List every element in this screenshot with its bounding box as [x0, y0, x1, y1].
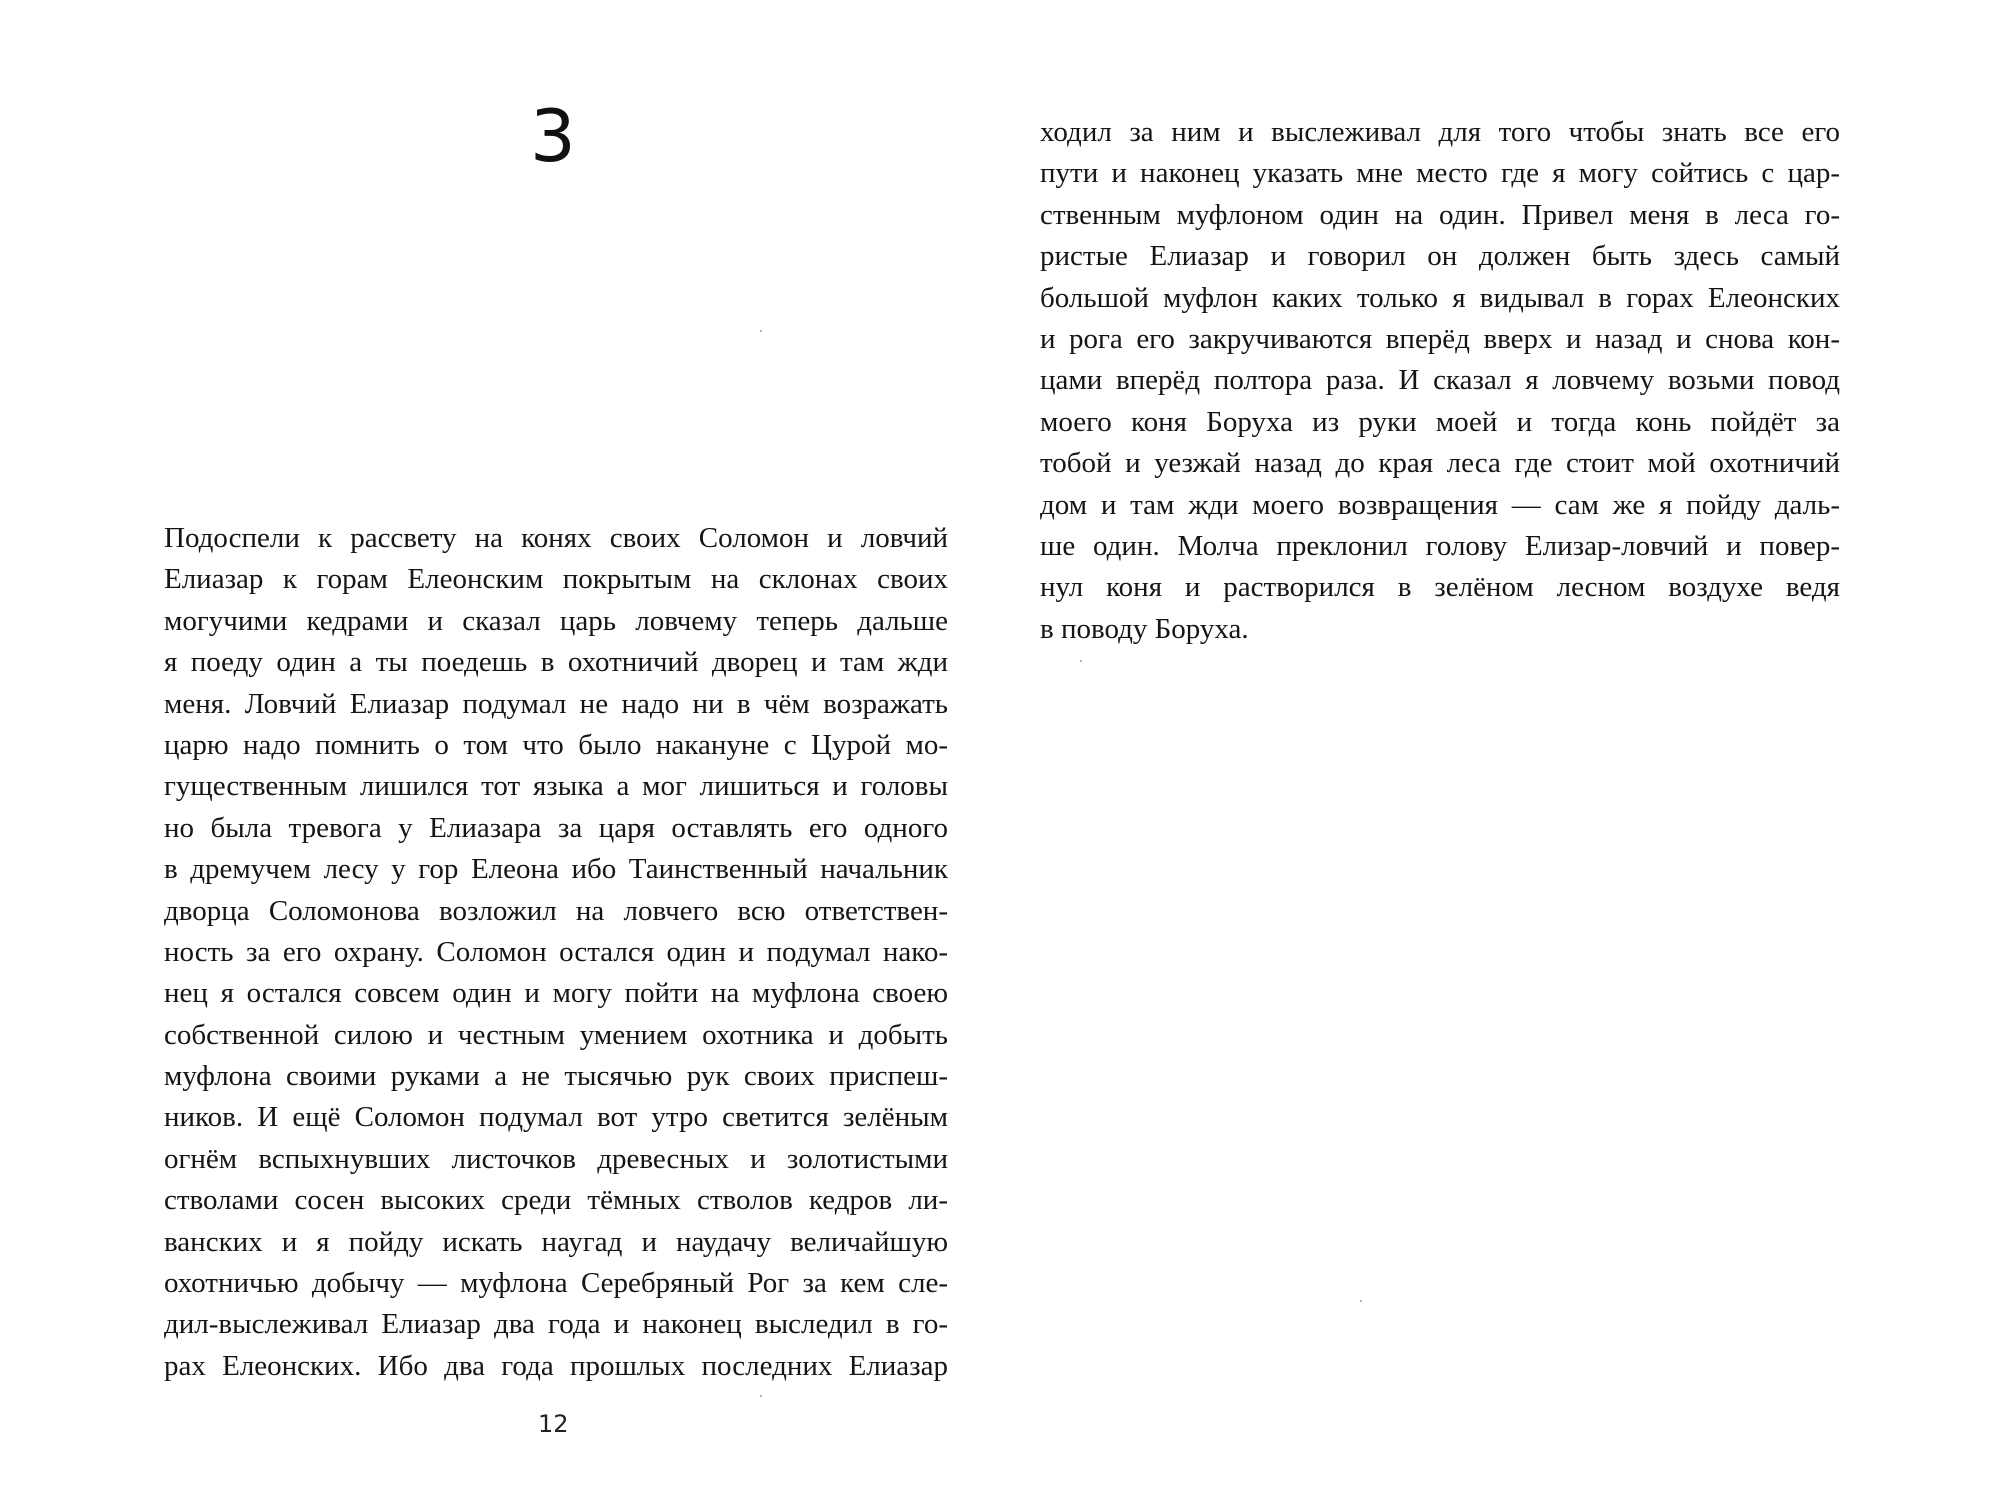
right-page-text	[1040, 112, 1840, 650]
text-line: в поводу Боруха.	[1040, 612, 1249, 645]
text-line: пути и наконец указать мне место где я могу сойтись с цар-	[1040, 157, 1840, 190]
text-line: меня. Ловчий Елиазар подумал не надо ни в чём возражать	[164, 687, 948, 720]
text-line: ность за его охрану. Соломон остался один и подумал нако-	[164, 935, 948, 968]
text-line: огнём вспыхнувших листочков древесных и золотистыми	[164, 1142, 948, 1175]
text-line: ходил за ним и выслеживал для того чтобы знать все его	[1040, 116, 1840, 148]
text-line: ственным муфлоном один на один. Привел меня в леса го-	[1040, 198, 1840, 231]
text-line: и рога его закручиваются вперёд вверх и назад и снова кон-	[1040, 322, 1840, 355]
text-line: в дремучем лесу у гор Елеона ибо Таинственный начальник	[164, 853, 948, 886]
text-line: но была тревога у Елиазара за царя оставлять его одного	[164, 811, 948, 844]
page-number: 12	[538, 1410, 569, 1438]
text-line: дил-выслеживал Елиазар два года и наконец выследил в го-	[164, 1308, 948, 1341]
text-line: рах Елеонских. Ибо два года прошлых последних Елиазар	[164, 1349, 948, 1382]
text-line: ванских и я пойду искать наугад и наудачу величайшую	[164, 1225, 948, 1258]
text-line: собственной силою и честным умением охотника и добыть	[164, 1018, 948, 1051]
text-line: ше один. Молча преклонил голову Елизар-ловчий и повер-	[1040, 529, 1840, 562]
left-page-text	[164, 518, 948, 1387]
text-line: нул коня и растворился в зелёном лесном воздухе ведя	[1040, 571, 1840, 604]
text-line: ников. И ещё Соломон подумал вот утро светится зелёным	[164, 1101, 948, 1134]
text-line: я поеду один а ты поедешь в охотничий дворец и там жди	[164, 646, 948, 679]
text-line: Елиазар к горам Елеонским покрытым на склонах своих	[164, 563, 948, 596]
text-line: нец я остался совсем один и могу пойти на муфлона своею	[164, 977, 948, 1010]
text-line: царю надо помнить о том что было накануне с Цурой мо-	[164, 728, 948, 761]
text-line: стволами сосен высоких среди тёмных стволов кедров ли-	[164, 1184, 948, 1217]
text-line: дом и там жди моего возвращения — сам же я пойду даль-	[1040, 488, 1840, 521]
right-page	[1000, 0, 2000, 1509]
print-speck	[1360, 1300, 1362, 1302]
text-line: ристые Елиазар и говорил он должен быть здесь самый	[1040, 240, 1840, 273]
print-speck	[760, 1395, 762, 1397]
chapter-number: 3	[530, 94, 576, 178]
text-line: дворца Соломонова возложил на ловчего всю ответствен-	[164, 894, 948, 927]
text-line: муфлона своими руками а не тысячью рук своих приспеш-	[164, 1060, 948, 1093]
text-line: Подоспели к рассвету на конях своих Соломон и ловчий	[164, 522, 948, 554]
text-line: цами вперёд полтора раза. И сказал я ловчему возьми повод	[1040, 364, 1840, 397]
text-line: гущественным лишился тот языка а мог лишиться и головы	[164, 770, 948, 803]
text-line: могучими кедрами и сказал царь ловчему теперь дальше	[164, 604, 948, 637]
text-line: большой муфлон каких только я видывал в горах Елеонских	[1040, 281, 1840, 314]
print-speck	[1080, 660, 1082, 662]
text-line: моего коня Боруха из руки моей и тогда конь пойдёт за	[1040, 405, 1840, 438]
text-line: тобой и уезжай назад до края леса где стоит мой охотничий	[1040, 447, 1840, 480]
print-speck	[760, 330, 762, 332]
text-line: охотничью добычу — муфлона Серебряный Рог за кем сле-	[164, 1267, 948, 1300]
